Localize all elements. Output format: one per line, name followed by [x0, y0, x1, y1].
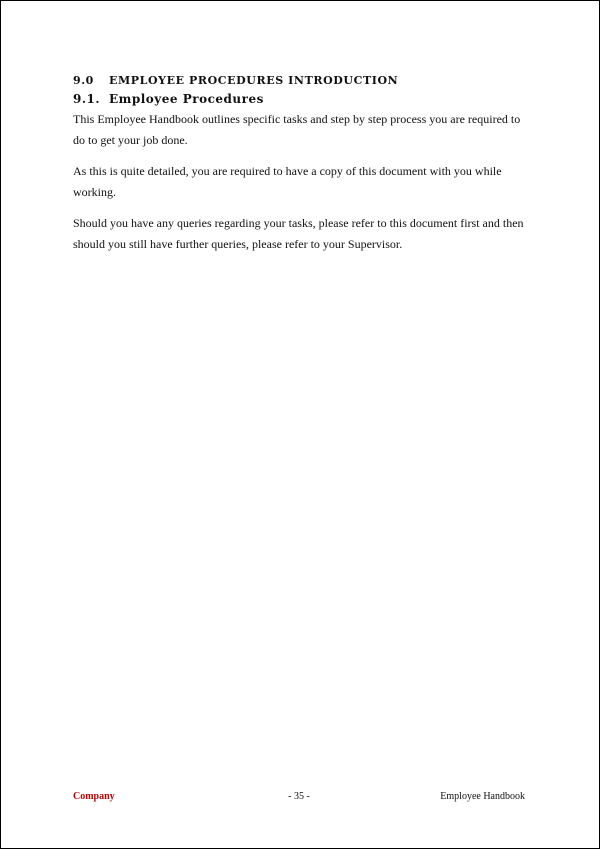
- footer-document-title: Employee Handbook: [440, 791, 525, 802]
- section-heading: [73, 73, 533, 89]
- paragraph-intro: This Employee Handbook outlines specific tasks and step by step process you are required to do to get your job done.: [73, 112, 521, 147]
- section-number: 9.0: [73, 74, 94, 87]
- footer-page-number: - 35 -: [288, 791, 310, 802]
- section-title: EMPLOYEE PROCEDURES INTRODUCTION: [109, 74, 399, 87]
- paragraph-queries: Should you have any queries regarding your tasks, please refer to this document first and then should you still have further queries, please refer to your Supervisor.: [73, 216, 524, 251]
- subsection-number: 9.1.: [73, 92, 101, 106]
- subsection-title: Employee Procedures: [109, 92, 264, 106]
- page-content: [73, 73, 533, 265]
- page-footer: [73, 790, 525, 804]
- subsection-heading: [73, 91, 533, 108]
- paragraph-copy: As this is quite detailed, you are required to have a copy of this document with you while working.: [73, 164, 502, 199]
- footer-company: Company: [73, 791, 115, 802]
